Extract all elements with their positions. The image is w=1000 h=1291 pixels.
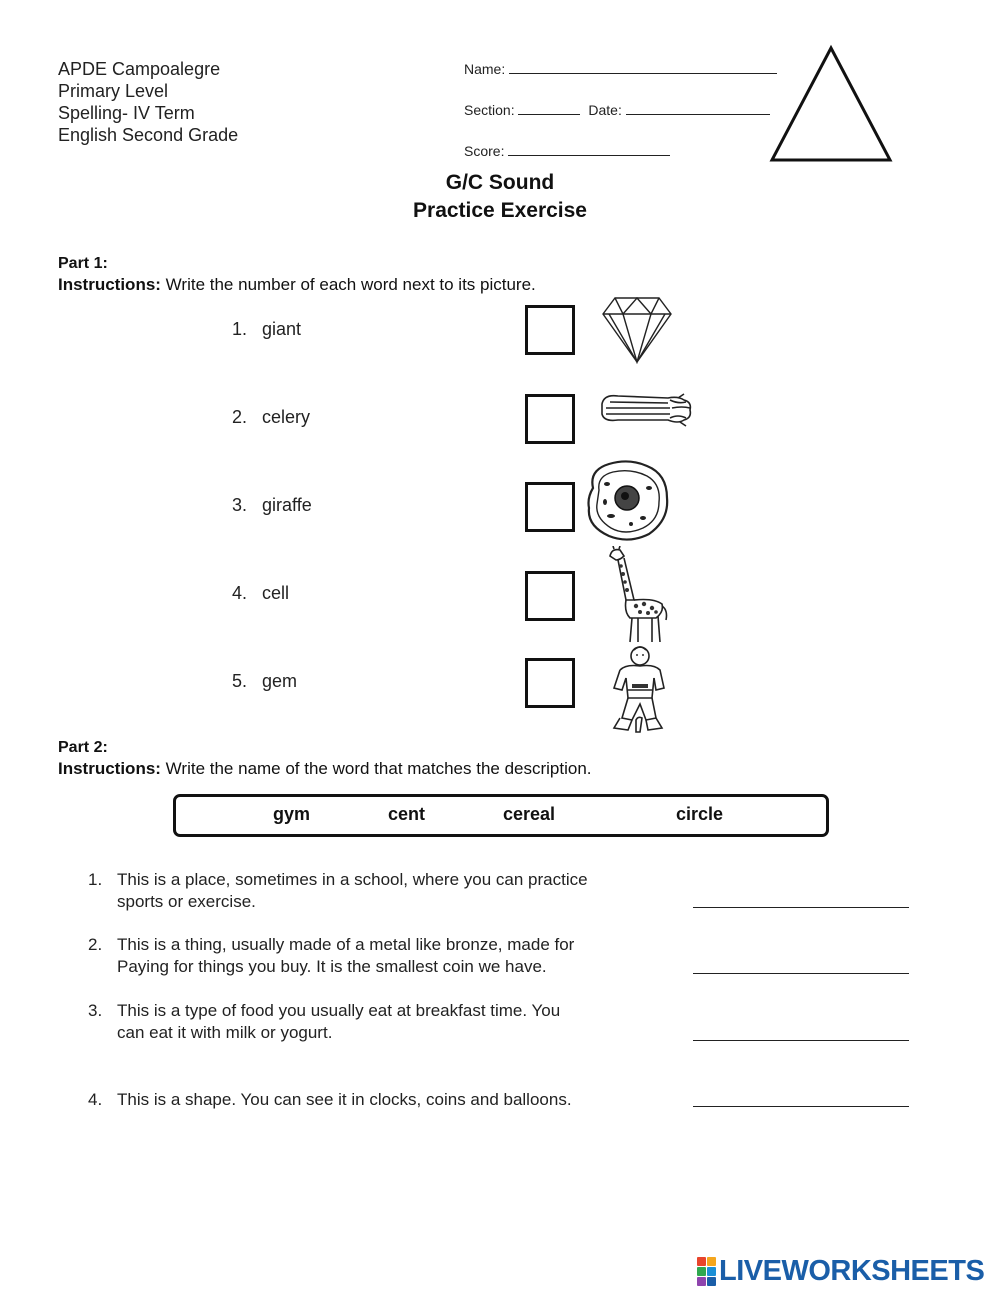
word-item: [232, 407, 310, 428]
question-line: This is a thing, usually made of a metal like bronze, made for: [117, 935, 575, 954]
part1-label: Part 1:: [58, 255, 108, 272]
question-line: can eat it with milk or yogurt.: [117, 1023, 333, 1042]
word-text: giant: [262, 319, 302, 339]
logo-block: [707, 1257, 716, 1266]
answer-box-4[interactable]: [525, 571, 575, 621]
page-subtitle: Practice Exercise: [413, 199, 587, 222]
school-subject: Spelling- IV Term: [58, 103, 195, 123]
answer-box-2[interactable]: [525, 394, 575, 444]
section-label: Section:: [464, 102, 515, 118]
answer-line-3[interactable]: [693, 1040, 909, 1041]
part2-instructions-bold: Instructions:: [58, 759, 161, 778]
word-bank-item: gym: [273, 804, 311, 824]
answer-line-2[interactable]: [693, 973, 909, 974]
school-level: Primary Level: [58, 81, 169, 101]
question-item: [88, 869, 688, 913]
word-number: 1.: [232, 319, 248, 339]
word-item: [232, 319, 301, 340]
question-number: 3.: [88, 1001, 103, 1020]
word-bank-item: circle: [676, 804, 724, 824]
question-item: [88, 934, 688, 978]
answer-box-3[interactable]: [525, 482, 575, 532]
part1-instructions-text: Write the number of each word next to its picture.: [160, 275, 536, 294]
word-text: cell: [262, 583, 290, 603]
word-bank-item: cereal: [503, 804, 556, 824]
celery-icon: [598, 390, 694, 430]
question-line: This is a type of food you usually eat at breakfast time. You: [117, 1001, 561, 1020]
question-number: 4.: [88, 1090, 103, 1109]
page-title: G/C Sound: [445, 171, 555, 194]
giraffe-icon: [604, 546, 670, 644]
word-number: 2.: [232, 407, 248, 427]
score-label: Score:: [464, 143, 505, 159]
section-date-field: [464, 101, 770, 118]
part1-instructions: [58, 275, 536, 295]
question-item: [88, 1000, 688, 1044]
question-number: 1.: [88, 870, 103, 889]
logo-block: [697, 1277, 706, 1286]
giant-icon: [606, 644, 672, 736]
logo-block: [697, 1257, 706, 1266]
word-bank-item: cent: [388, 804, 426, 824]
question-number: 2.: [88, 935, 103, 954]
name-field: [464, 60, 777, 77]
part2-instructions-text: Write the name of the word that matches the description.: [160, 759, 592, 778]
score-line[interactable]: [508, 142, 670, 156]
word-number: 5.: [232, 671, 248, 691]
answer-box-5[interactable]: [525, 658, 575, 708]
name-label: Name:: [464, 61, 506, 77]
logo-text: LIVEWORKSHEETS: [719, 1254, 985, 1287]
question-item: [88, 1089, 688, 1111]
question-line: This is a shape. You can see it in clocks, coins and balloons.: [117, 1090, 572, 1109]
school-name: APDE Campoalegre: [58, 59, 221, 79]
word-number: 3.: [232, 495, 248, 515]
score-field: [464, 142, 670, 159]
date-label: Date:: [588, 102, 622, 118]
part2-instructions: [58, 759, 592, 779]
word-bank: [173, 794, 829, 837]
question-line: Paying for things you buy. It is the smallest coin we have.: [117, 957, 547, 976]
gem-icon: [601, 296, 673, 364]
part2-label: Part 2:: [58, 739, 108, 756]
word-item: [232, 583, 289, 604]
word-text: celery: [262, 407, 311, 427]
answer-box-1[interactable]: [525, 305, 575, 355]
logo-block: [697, 1267, 706, 1276]
word-number: 4.: [232, 583, 248, 603]
word-item: [232, 671, 297, 692]
word-item: [232, 495, 312, 516]
word-text: gem: [262, 671, 298, 691]
answer-line-1[interactable]: [693, 907, 909, 908]
logo-block: [707, 1267, 716, 1276]
question-line: sports or exercise.: [117, 892, 256, 911]
logo-block: [707, 1277, 716, 1286]
school-grade: English Second Grade: [58, 125, 239, 145]
school-info: [58, 58, 238, 146]
answer-line-4[interactable]: [693, 1106, 909, 1107]
section-line[interactable]: [518, 101, 580, 115]
logo-blocks-icon: [697, 1257, 716, 1286]
name-line[interactable]: [509, 60, 777, 74]
cell-icon: [583, 458, 671, 544]
liveworksheets-logo: [697, 1254, 984, 1288]
triangle-icon: [768, 44, 894, 164]
date-line[interactable]: [626, 101, 770, 115]
part1-instructions-bold: Instructions:: [58, 275, 161, 294]
word-text: giraffe: [262, 495, 312, 515]
question-line: This is a place, sometimes in a school, where you can practice: [117, 870, 588, 889]
